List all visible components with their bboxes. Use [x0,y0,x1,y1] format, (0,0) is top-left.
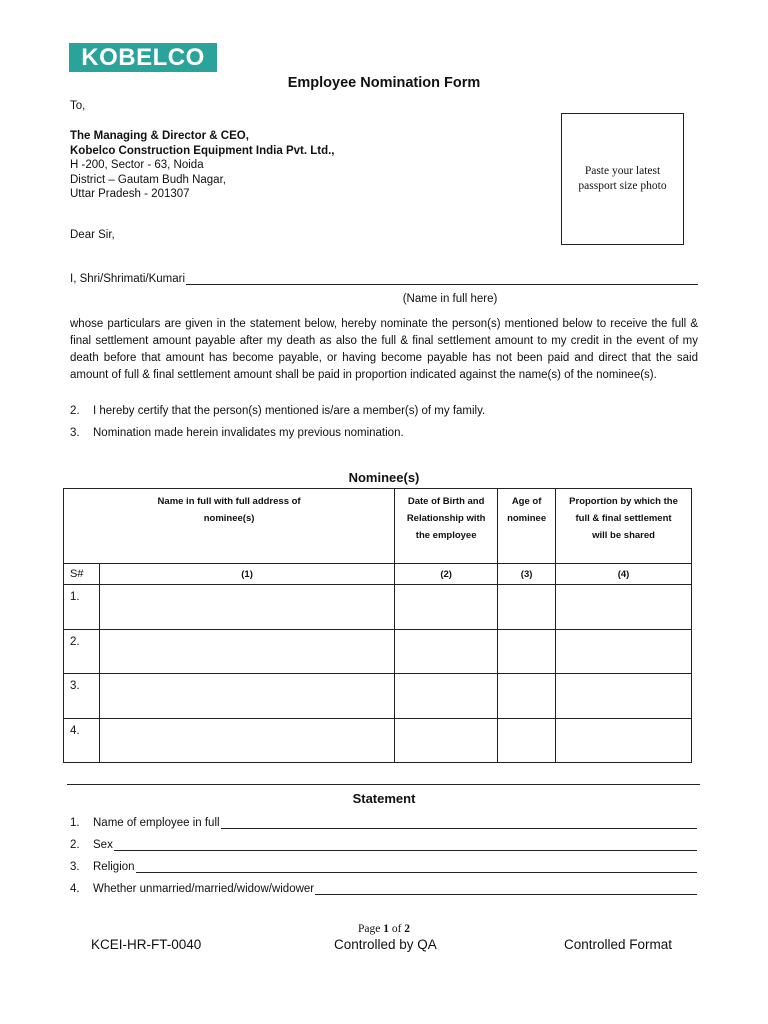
nominee-age-cell[interactable] [498,674,556,719]
nominee-dob-cell[interactable] [395,674,498,719]
nominee-proportion-cell[interactable] [556,674,692,719]
section-divider [67,784,700,785]
statement-label: Name of employee in full [93,817,220,829]
salutation: Dear Sir, [70,229,115,241]
statement-label: Whether unmarried/married/widow/widower [93,883,315,895]
row-number: 2. [64,629,100,674]
footer-control: Controlled by QA [334,937,437,952]
table-row [64,718,692,763]
header-age: Age of nominee [498,489,556,564]
marital-status-field[interactable] [315,882,697,895]
sex-field[interactable] [114,838,697,851]
company-logo [69,43,217,72]
nominee-dob-cell[interactable] [395,585,498,630]
row-number: 4. [64,718,100,763]
footer-format: Controlled Format [564,937,673,952]
nominee-name-cell[interactable] [99,585,394,630]
statement-number: 4. [70,883,80,895]
table-row [64,629,692,674]
table-row [64,674,692,719]
point-3-text: Nomination made herein invalidates my previous nomination. [93,427,404,439]
statement-number: 3. [70,861,80,873]
nominee-name-cell[interactable] [99,629,394,674]
nominee-age-cell[interactable] [498,629,556,674]
form-title: Employee Nomination Form [287,75,481,91]
footer-document-code: KCEI-HR-FT-0040 [91,937,202,952]
religion-field[interactable] [136,860,697,873]
declarant-name-field[interactable] [186,272,698,285]
address-line-2: Kobelco Construction Equipment India Pvt. Ltd., [70,144,335,157]
nominee-name-cell[interactable] [99,674,394,719]
nominees-index-row [64,564,692,585]
nominees-table [63,488,692,763]
point-2-text: I hereby certify that the person(s) mentioned is/are a member(s) of my family. [93,405,486,417]
statement-item-4 [70,882,697,895]
point-3-number: 3. [70,427,80,439]
recipient-address [70,129,335,202]
address-line-3: H -200, Sector - 63, Noida [70,159,204,171]
address-line-4: District – Gautam Budh Nagar, [70,173,226,186]
table-row [64,585,692,630]
nominee-proportion-cell[interactable] [556,718,692,763]
nominee-age-cell[interactable] [498,718,556,763]
nomination-paragraph: whose particulars are given in the statement below, hereby nominate the person(s) mentioned below to receive the full & final settlement amount payable after my death as also the full & final settlement amount to my credit in the event of my death before that amount has become payable, or having become payable has not been paid and direct that the said amount of full & final settlement amount shall be paid in proportion indicated against the name(s) of the nominee(s). [70,318,698,381]
index-col-4: (4) [556,564,692,585]
employee-name-field[interactable] [221,816,697,829]
index-col-1: (1) [99,564,394,585]
address-line-1: The Managing & Director & CEO, [70,130,249,142]
point-3 [70,427,404,439]
nominee-age-cell[interactable] [498,585,556,630]
nominees-header-row [64,489,692,564]
name-hint: (Name in full here) [402,293,498,305]
statement-label: Sex [93,839,113,851]
index-serial: S# [64,564,100,585]
index-col-2: (2) [395,564,498,585]
statement-item-2 [70,838,697,851]
statement-item-3 [70,860,697,873]
page-number: Page 1 of 2 [357,923,411,935]
statement-number: 2. [70,839,80,851]
to-label: To, [70,100,86,112]
statement-item-1 [70,816,697,829]
photo-box-text: Paste your latest passport size photo [578,165,667,192]
nominee-name-cell[interactable] [99,718,394,763]
declarant-name-line [70,272,698,285]
nominee-proportion-cell[interactable] [556,585,692,630]
nominees-heading: Nominee(s) [348,470,420,485]
nominee-dob-cell[interactable] [395,629,498,674]
row-number: 3. [64,674,100,719]
logo-text: KOBELCO [81,43,205,71]
header-proportion: Proportion by which the full & final settlement will be shared [556,489,692,564]
header-dob-relationship: Date of Birth and Relationship with the employee [395,489,498,564]
point-2 [70,405,485,417]
photo-box[interactable] [561,113,684,245]
statement-number: 1. [70,817,80,829]
header-name-address: Name in full with full address of nominee(s) [64,489,395,564]
row-number: 1. [64,585,100,630]
index-col-3: (3) [498,564,556,585]
nominee-dob-cell[interactable] [395,718,498,763]
nominee-proportion-cell[interactable] [556,629,692,674]
address-line-5: Uttar Pradesh - 201307 [70,188,190,200]
statement-heading: Statement [352,791,416,806]
statement-label: Religion [93,861,135,873]
point-2-number: 2. [70,405,80,417]
declarant-label: I, Shri/Shrimati/Kumari [70,273,186,285]
